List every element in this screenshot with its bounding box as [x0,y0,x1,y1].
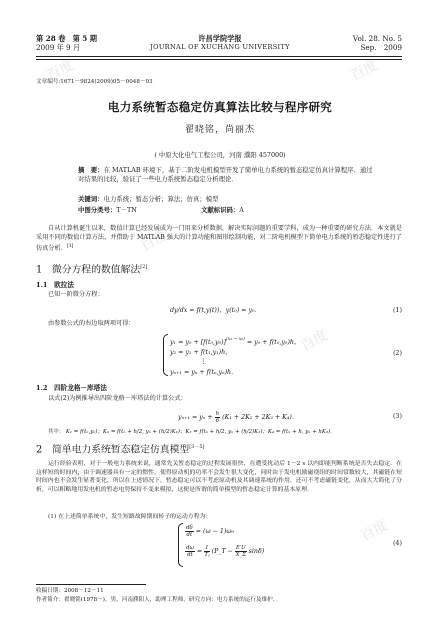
paper-affiliation: ( 中原大化电气工程公司，河南 濮阳 457000) [154,151,286,159]
header-right [353,34,402,52]
equation-4-a-den: dt [186,532,193,538]
equation-2-brace [163,334,168,376]
equation-4-b-inner: (P_T − [211,548,235,555]
section-1-1-heading: 1.1 欧拉法 [36,281,74,289]
keywords-label: 关键词： [78,195,104,203]
journal-name-cn: 许昌学院学报 [198,34,242,43]
doc-code-value: A [239,206,244,214]
footnote-rule [36,584,146,585]
section-1-title: 1 微分方程的数值解法 [36,264,141,276]
clc-value: T－TN [116,206,137,214]
equation-4-b-power-num: E′U [235,545,246,551]
equation-2-line-3: yₙ₊₁ = yₙ + f(tₙ,yₙ)h． [170,369,238,376]
equation-4-b-mid: = [196,548,205,555]
section-2-paragraph-1: 运行经验表明，对于一般电力系统来说，通常先关暂态稳定的过程发展很快，在遭受扰动后 1－2 s 以内即能判断系统是否失去稳定．在这样短的时间内，由于调速器具有一定的惯性，使得原动机的功率不会发生很大变化，同时由于发电机励磁绕组的时间常数较大，其磁链在短时间内也不会发生显著变化，所以在上述情况下，暂态稳定可以不考虑原动机及其调速系统的作用，还可不考虑磁链变化，从而大大简化了分析，可以粗略地用发电机的暂态电势保持不变来模拟，这便是所谓的简单模型的暂态稳定计算的基本原理． [36,461,402,493]
equation-3-number: (3) [392,412,402,420]
article-id: 文章编号:1671－9824(2009)05－0048－03 [36,79,153,85]
abstract-label: 摘 要： [78,166,104,174]
equation-2-line-1b: (x₁ − x₀) [226,337,245,342]
equation-3b-body: K₁ = f(tₙ,yₙ)；K₂ = f(tₙ + h/2, yₙ + (h/2)K₁)；K₃ = f(tₙ + h/2, yₙ + (h/2)K₂)；K₄ = f(tₙ + h, yₙ + hK₃)． [65,429,336,435]
equation-3b [48,428,336,436]
equation-1-number: (1) [392,306,402,314]
equation-2-number: (2) [392,349,402,357]
equation-4-b-power-den: X_Σ [235,552,246,558]
equation-4-a-fraction [185,525,194,538]
equation-1: dy/dx = f(t,y(t))，y(t₀) = y₀． [170,307,261,314]
paper-title: 电力系统暂态稳定仿真算法比较与程序研究 [107,100,333,114]
equation-3-right: (K₁ + 2K₂ + 2K₃ + K₄)． [222,414,299,421]
footnote-received: 收稿日期：2008－12－11 [36,588,104,594]
abstract-text: 在 MATLAB 环境下，基于二阶发电机模型开发了简单电力系统的暂态稳定仿真计算程序．通过对结果的比较，验证了一些电力系统暂态稳定分析理论． [78,166,373,184]
watermark: 百度 [44,57,77,85]
equation-2-line-1 [170,336,300,347]
equation-3-left: yₙ₊₁ = yₙ + [178,414,213,421]
section-2-heading [36,442,204,455]
equation-2-line-1c: = y₀ + f(t₀,y₀)h， [246,339,301,346]
equation-4-line-1 [185,525,234,538]
section-1-ref: [2] [140,264,148,270]
equation-3b-where: 其中： [48,429,65,435]
classification [78,206,378,215]
section-1-1-text-2: 由参数公式的右边取两项可得： [48,320,135,327]
equation-4-b-den: dt [187,552,193,558]
equation-3 [178,411,298,424]
doc-code-label: 文献标识码： [200,206,240,214]
keywords-text: 电力系统；暂态分析；算法；仿真；模型 [103,195,219,203]
header-volume: 第 28 卷 第 5 期 [36,34,97,43]
equation-4-b-coef-den: Tⱼ [204,552,210,558]
section-1-2-text: 以式(2)为例推导出四阶龙格－库塔法的计算公式： [48,395,187,402]
footnote-bio: 作者简介：翟晓铭(1978－)，男，河南濮阳人，助理工程师，研究方向：电力系统的运行及维护． [36,597,279,603]
equation-4-b-tail: sinδ) [248,548,265,555]
section-1-heading [36,262,147,275]
watermark: 百度 [358,517,391,545]
abstract [78,166,378,184]
equation-4-a-rhs: = (ω − 1)ω₀ [195,528,234,535]
paper-authors: 翟晓铭，尚丽杰 [184,125,255,135]
journal-name-en: JOURNAL OF XUCHANG UNIVERSITY [150,43,290,51]
watermark: 百度 [58,467,91,495]
header-date: 2009 年 9 月 [36,43,81,52]
equation-4-b-coef-num: 1 [205,545,209,551]
equation-2-line-2: y₂ = y₁ + f(t₁,y₁)h， [170,349,232,356]
section-2-paragraph-2: (1) 在上述简单系统中，发生短路故障期间转子的运动方程为： [48,514,212,520]
watermark: 百度 [298,327,331,355]
equation-4-b-fraction [185,545,195,558]
clc-label: 中图分类号： [78,206,117,214]
equation-2-dots: ⋮ [200,358,207,365]
header-rule [36,56,402,57]
equation-4-b-coef [204,545,209,558]
equation-4-b-num: dω [186,545,194,551]
intro-text: 自从计算机诞生以来，数值计算已经发展成为一门用来分析数据，解决实际问题的重要学科，成为一种重要的研究方法．本文就是采用不同的数值计算方法，并借助于 MATLAB 强大的计算功能和图形绘制功能，对二阶电机模型下简单电力系统的暂态稳定性进行了仿真分析． [36,225,402,252]
watermark: 百度 [348,57,381,85]
equation-4-line-2 [185,545,264,558]
section-2-ref: [3－5] [189,444,205,450]
header-date-en: Sep. 2009 [360,43,402,52]
watermark: 百度 [138,227,171,255]
section-1-1-text: 已知一阶微分方程： [48,291,104,298]
keywords [78,195,378,204]
section-1-2-heading: 1.2 四阶龙格－库塔法 [36,384,107,392]
header-volume-en: Vol. 28. No. 5 [352,34,402,43]
equation-4-number: (4) [392,539,402,547]
header-rule-thin [36,59,402,60]
equation-4-b-power-frac [235,545,247,558]
equation-3-fraction [215,411,220,424]
section-2-title: 2 简单电力系统暂态稳定仿真模型 [36,444,190,456]
equation-3-fraction-den: 6 [215,418,220,424]
equation-2-line-1a: y₁ = y₀ + [f(t₀,y₀)] [170,339,227,346]
intro-ref: [1] [66,243,74,249]
intro-paragraph [36,225,402,254]
equation-3-fraction-num: h [215,411,220,417]
equation-4-a-num: dδ [186,525,193,531]
equation-4-brace [178,523,183,567]
